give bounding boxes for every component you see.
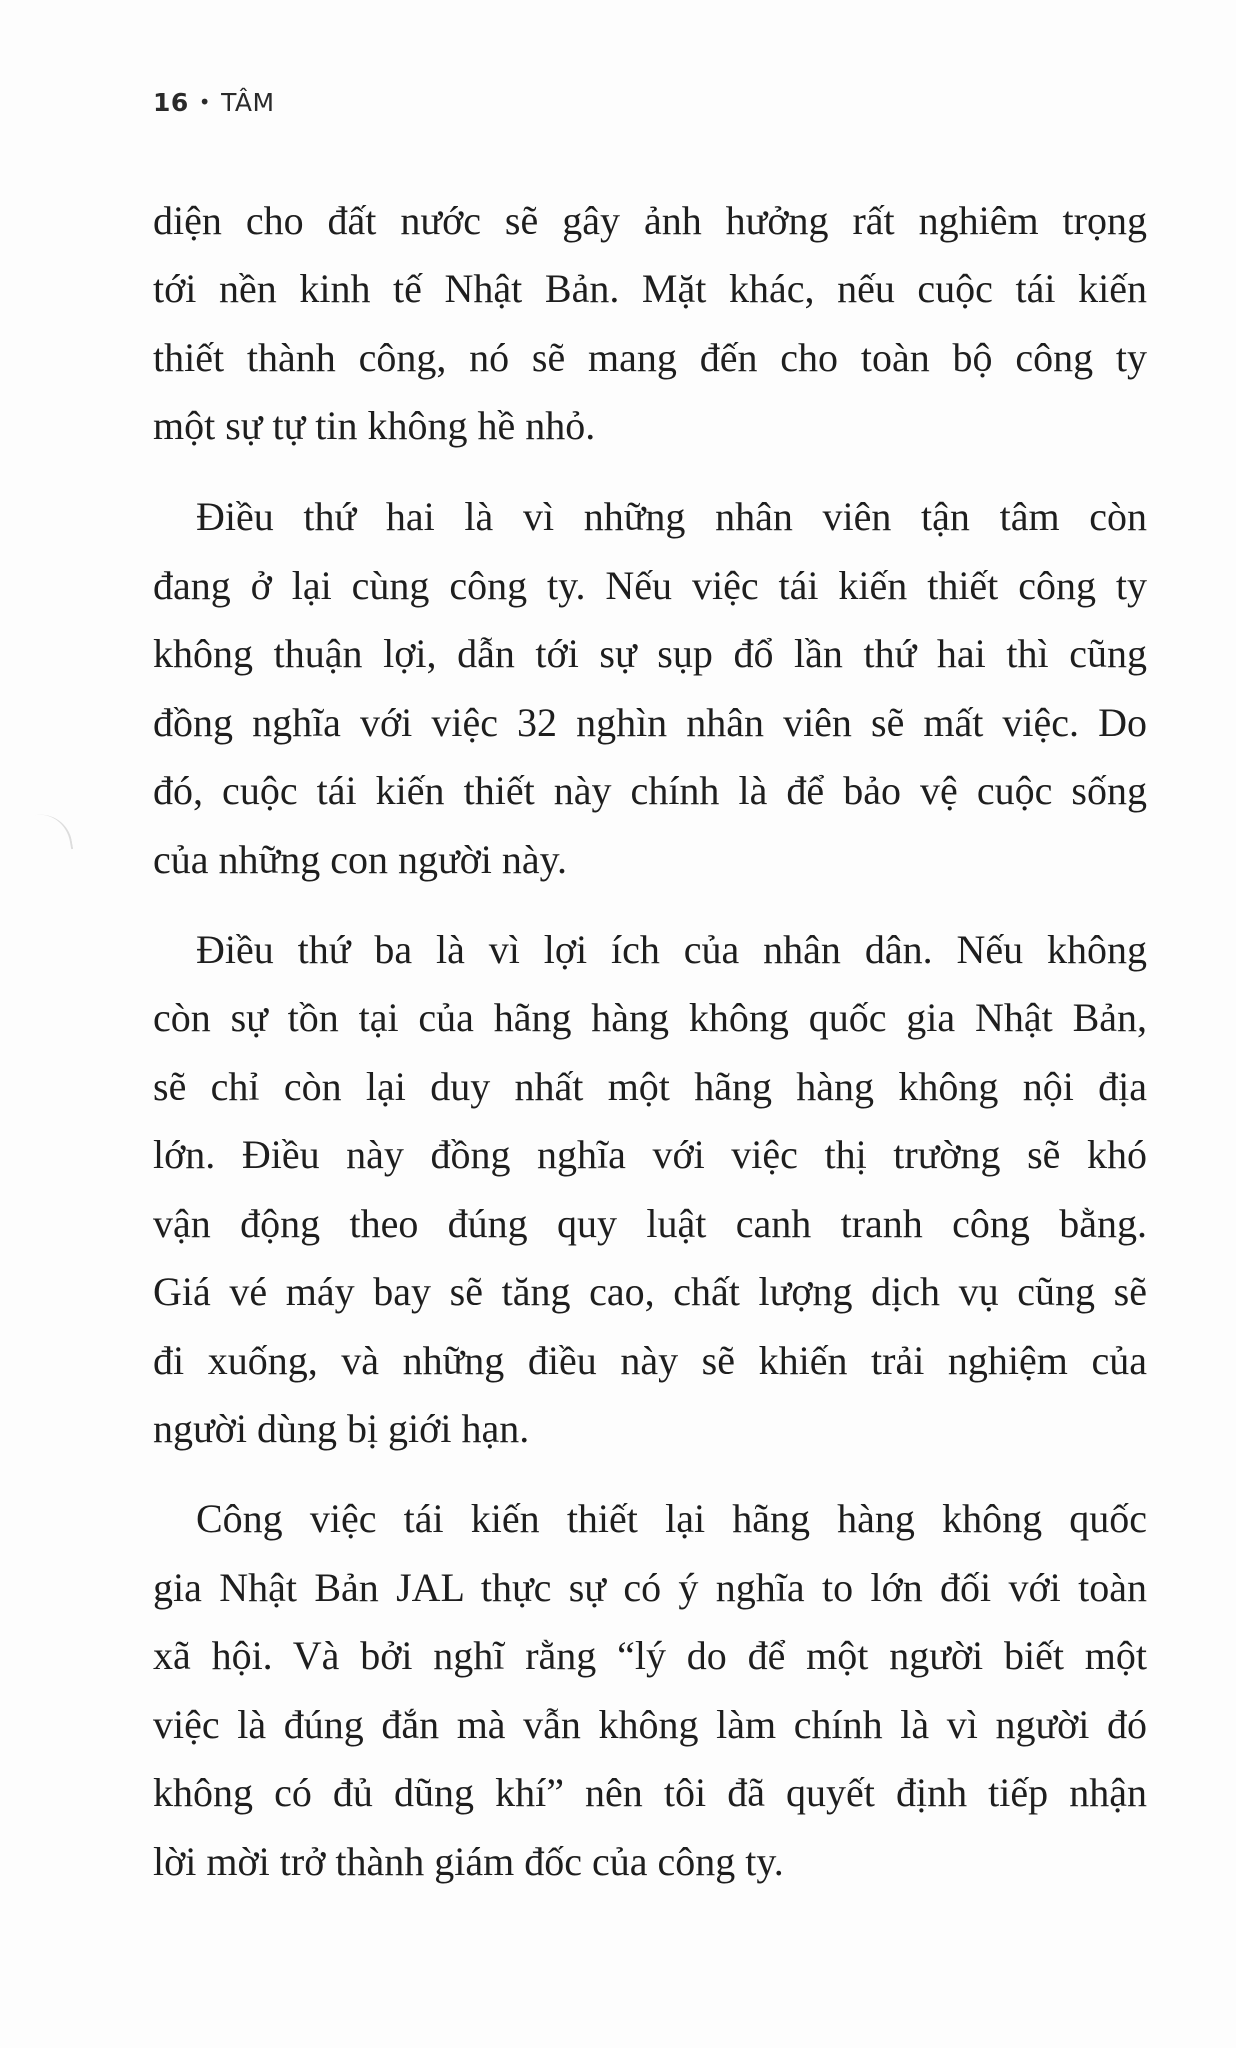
page-number: 16 [153, 88, 189, 117]
bullet-separator-icon: • [198, 90, 212, 114]
text-line: đi xuống, và những điều này sẽ khiến trải nghiệm của [153, 1338, 1147, 1383]
text-line: Điều thứ hai là vì những nhân viên tận tâm còn [196, 494, 1147, 539]
chapter-title: TÂM [221, 88, 275, 117]
text-line: sẽ chỉ còn lại duy nhất một hãng hàng không nội địa [153, 1064, 1147, 1109]
text-line: một sự tự tin không hề nhỏ. [153, 403, 596, 448]
text-line: diện cho đất nước sẽ gây ảnh hưởng rất nghiêm trọng [153, 198, 1147, 243]
text-line: còn sự tồn tại của hãng hàng không quốc gia Nhật Bản, [153, 995, 1147, 1040]
text-line: lớn. Điều này đồng nghĩa với việc thị trường sẽ khó [153, 1132, 1147, 1177]
text-line: Giá vé máy bay sẽ tăng cao, chất lượng dịch vụ cũng sẽ [153, 1269, 1147, 1314]
text-line: việc là đúng đắn mà vẫn không làm chính là vì người đó [153, 1702, 1147, 1747]
text-line: đó, cuộc tái kiến thiết này chính là để bảo vệ cuộc sống [153, 768, 1147, 813]
text-line: đồng nghĩa với việc 32 nghìn nhân viên sẽ mất việc. Do [153, 700, 1147, 745]
text-line: thiết thành công, nó sẽ mang đến cho toàn bộ công ty [153, 335, 1147, 380]
text-line: tới nền kinh tế Nhật Bản. Mặt khác, nếu cuộc tái kiến [153, 266, 1147, 311]
text-line: không có đủ dũng khí” nên tôi đã quyết định tiếp nhận [153, 1770, 1147, 1815]
text-line: Điều thứ ba là vì lợi ích của nhân dân. Nếu không [196, 927, 1147, 972]
text-line: xã hội. Và bởi nghĩ rằng “lý do để một người biết một [153, 1633, 1147, 1678]
text-line: đang ở lại cùng công ty. Nếu việc tái kiến thiết công ty [153, 563, 1147, 608]
scan-smudge-mark [35, 810, 73, 855]
text-line: của những con người này. [153, 837, 568, 882]
text-line: lời mời trở thành giám đốc của công ty. [153, 1839, 784, 1884]
text-line: người dùng bị giới hạn. [153, 1406, 530, 1451]
running-header [153, 88, 275, 117]
text-line: gia Nhật Bản JAL thực sự có ý nghĩa to lớn đối với toàn [153, 1565, 1147, 1610]
text-line: không thuận lợi, dẫn tới sự sụp đổ lần thứ hai thì cũng [153, 631, 1147, 676]
text-line: Công việc tái kiến thiết lại hãng hàng không quốc [196, 1496, 1147, 1541]
text-line: vận động theo đúng quy luật canh tranh công bằng. [153, 1201, 1147, 1246]
